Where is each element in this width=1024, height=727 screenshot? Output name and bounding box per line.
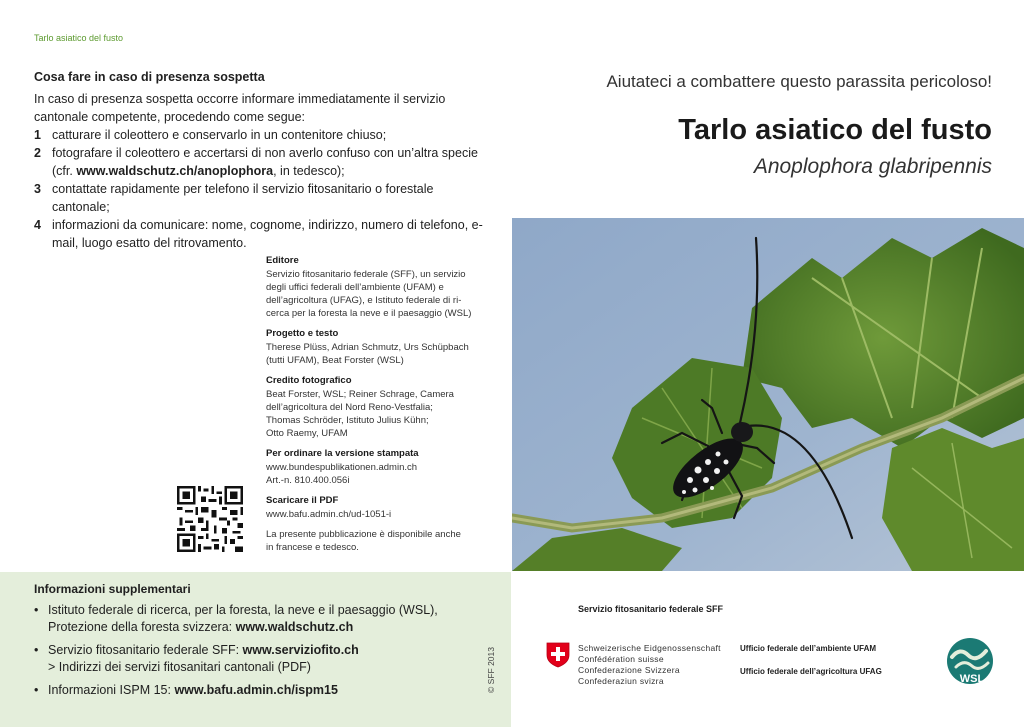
office-environment: Ufficio federale dell’ambiente UFAM bbox=[740, 644, 877, 653]
swiss-coat-of-arms-icon bbox=[546, 642, 570, 668]
more-info-item: • Informazioni ISPM 15: www.bafu.admin.ch/ispm15 bbox=[34, 682, 484, 699]
qr-code-icon[interactable] bbox=[177, 486, 243, 552]
imprint-note: La presente pubblicazione è disponibile anche in francese e tedesco. bbox=[266, 529, 461, 553]
suspected-section bbox=[34, 70, 484, 252]
cover-title: Tarlo asiatico del fusto bbox=[678, 114, 992, 146]
beetle-photo bbox=[512, 218, 1024, 571]
step-item: 2 fotografare il coleottero e accertarsi di non averlo confuso con un’altra specie (cfr. www.waldschutz.ch/anoplophora, in tedesco); bbox=[34, 146, 478, 178]
header-tag: Tarlo asiatico del fusto bbox=[34, 33, 124, 43]
cover-subtitle: Anoplophora glabripennis bbox=[753, 155, 992, 178]
more-info-heading: Informazioni supplementari bbox=[34, 582, 191, 596]
steps-list bbox=[34, 126, 484, 252]
more-info-panel bbox=[0, 572, 511, 727]
footer-logos bbox=[512, 571, 1024, 727]
more-info-item: • Istituto federale di ricerca, per la foresta, la neve e il paesaggio (WSL), Protezione della foresta svizzera: www.waldschutz.ch bbox=[34, 602, 484, 636]
serviziofito-link[interactable]: www.serviziofito.ch bbox=[242, 643, 359, 657]
step-item: 4 informazioni da comunicare: nome, cognome, indirizzo, numero di telefono, e-mail, luogo esatto del ritrovamento. bbox=[34, 218, 483, 250]
waldschutz-anoplophora-link[interactable]: www.waldschutz.ch/anoplophora bbox=[76, 164, 274, 178]
imprint-editor: Editore Servizio fitosanitario federale (SFF), un servizio degli uffici federali dell’ambiente (UFAM) e dell’agricoltura (UFAG), e Istituto federale di ri- cerca per la foresta la neve e il paesaggio (WSL) bbox=[266, 255, 472, 319]
imprint-project: Progetto e testo Therese Plüss, Adrian Schmutz, Urs Schüpbach (tutti UFAM), Beat Forster (WSL) bbox=[266, 328, 469, 366]
step-item: 1 catturare il coleottero e conservarlo in un contenitore chiuso; bbox=[34, 128, 387, 142]
copyright: © SFF 2013 bbox=[486, 647, 496, 693]
step-item: 3 contattate rapidamente per telefono il servizio fitosanitario o forestale cantonale; bbox=[34, 182, 434, 214]
ispm15-link[interactable]: www.bafu.admin.ch/ispm15 bbox=[174, 683, 338, 697]
imprint-download: Scaricare il PDF www.bafu.admin.ch/ud-1051-i bbox=[266, 495, 392, 520]
sff-label: Servizio fitosanitario federale SFF bbox=[578, 604, 724, 614]
cover-tagline: Aiutateci a combattere questo parassita pericoloso! bbox=[606, 72, 992, 91]
suspected-heading: Cosa fare in caso di presenza sospetta bbox=[34, 70, 265, 84]
imprint bbox=[266, 254, 486, 561]
confederation-names: Schweizerische Eidgenossenschaft Confédération suisse Confederazione Svizzera Confederaziun svizra bbox=[578, 643, 721, 686]
more-info-item: • Servizio fitosanitario federale SFF: www.serviziofito.ch > Indirizzi dei servizi fitosanitari cantonali (PDF) bbox=[34, 642, 484, 676]
wsl-label: WSL bbox=[959, 673, 985, 685]
office-agriculture: Ufficio federale dell’agricoltura UFAG bbox=[740, 667, 882, 676]
cantonal-services-link[interactable]: > Indirizzi dei servizi fitosanitari cantonali (PDF) bbox=[48, 660, 311, 674]
cover-title-area bbox=[512, 0, 1024, 218]
wsl-logo-icon bbox=[946, 637, 994, 687]
imprint-order: Per ordinare la versione stampata www.bundespublikationen.admin.ch Art.-n. 810.400.056i bbox=[266, 448, 419, 486]
waldschutz-link[interactable]: www.waldschutz.ch bbox=[235, 620, 354, 634]
suspected-intro: In caso di presenza sospetta occorre informare immediatamente il servizio cantonale competente, procedendo come segue: bbox=[34, 92, 446, 124]
more-info-list bbox=[34, 602, 484, 705]
imprint-photo-credit: Credito fotografico Beat Forster, WSL; Reiner Schrage, Camera dell’agricoltura del Nord Reno-Vestfalia; Thomas Schröder, Istituto Julius Kühn; Otto Raemy, UFAM bbox=[266, 375, 454, 439]
